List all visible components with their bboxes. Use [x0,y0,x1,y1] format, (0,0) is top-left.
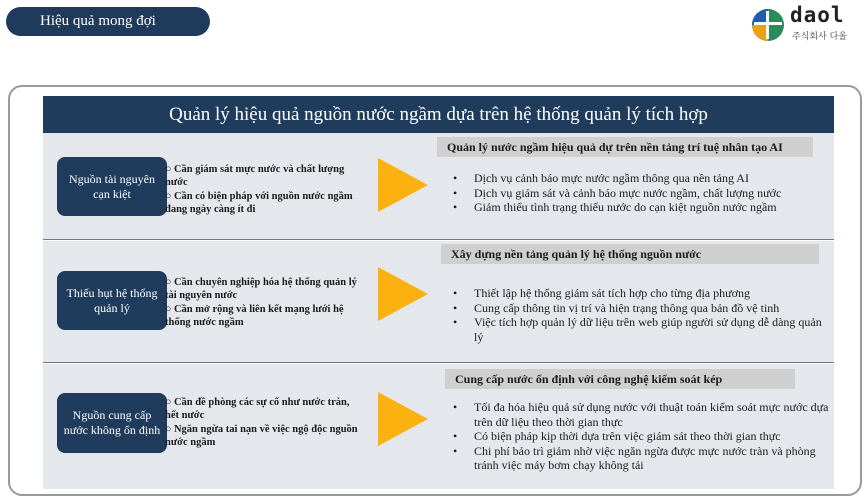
arrow-right-icon [378,158,428,212]
need-item: ○ Cần có biện pháp với nguồn nước ngầm đang ngày càng ít đi [165,191,353,215]
row-label: Thiếu hụt hệ thống quản lý [57,271,167,330]
main-title: Quản lý hiệu quả nguồn nước ngầm dựa trên hệ thống quản lý tích hợp [43,96,834,133]
solution-item: • Tối đa hóa hiệu quả sử dụng nước với thuật toán kiểm soát mực nước dựa trên dữ liệu theo thời gian thực [451,400,831,429]
arrow-right-icon [378,267,428,321]
solution-list [451,400,831,473]
solution-list [451,286,831,344]
solution-item: • Dịch vụ giám sát và cảnh báo mực nước ngầm, chất lượng nước [451,186,831,201]
row-label: Nguồn tài nguyên cạn kiệt [57,157,167,216]
solution-title: Xây dựng nền tảng quản lý hệ thống nguồn nước [441,244,819,264]
needs-list [165,276,363,330]
solution-item: • Có biện pháp kịp thời dựa trên việc giám sát theo thời gian thực [451,429,831,444]
daol-logo-icon [750,7,786,43]
solution-item: • Dịch vụ cảnh báo mực nước ngầm thông qua nền tảng AI [451,171,831,186]
solution-title: Cung cấp nước ổn định với công nghệ kiểm soát kép [445,369,795,389]
logo-wordmark: daol [790,3,845,27]
row-depleted-resources [43,133,834,240]
row-label: Nguồn cung cấp nước không ổn định [57,393,167,453]
solution-item: • Chi phí bảo trì giảm nhờ việc ngăn ngừa được mực nước tràn và phòng tránh việc máy bơm chạy không tải [451,444,831,473]
row-management-shortage [43,241,834,363]
arrow-right-icon [378,392,428,446]
solution-item: • Cung cấp thông tin vị trí và hiện trạng thông qua bản đồ vệ tinh [451,301,831,316]
solution-item: • Thiết lập hệ thống giám sát tích hợp cho từng địa phương [451,286,831,301]
section-header: Hiệu quả mong đợi [6,7,210,36]
row-unstable-supply [43,364,834,489]
solution-item: • Việc tích hợp quản lý dữ liệu trên web giúp người sử dụng dễ dàng quản lý [451,315,831,344]
need-item: ○ Ngăn ngừa tai nạn về việc ngộ độc nguồn nước ngầm [165,424,358,448]
solution-list [451,171,831,215]
company-logo [750,5,862,45]
solution-title: Quản lý nước ngầm hiệu quả dự trên nền tảng trí tuệ nhân tạo AI [437,137,813,157]
need-item: ○ Cần giám sát mực nước và chất lượng nước [165,164,345,188]
need-item: ○ Cần mở rộng và liên kết mạng lưới hệ thống nước ngầm [165,304,344,328]
needs-list [165,163,363,217]
logo-subtitle: 주식회사 다올 [792,32,848,42]
need-item: ○ Cần chuyên nghiệp hóa hệ thống quản lý tài nguyên nước [165,277,357,301]
need-item: ○ Cần đề phòng các sự cố như nước tràn, hết nước [165,397,350,421]
needs-list [165,396,363,450]
solution-item: • Giảm thiểu tình trạng thiếu nước do cạn kiệt nguồn nước ngầm [451,200,831,215]
